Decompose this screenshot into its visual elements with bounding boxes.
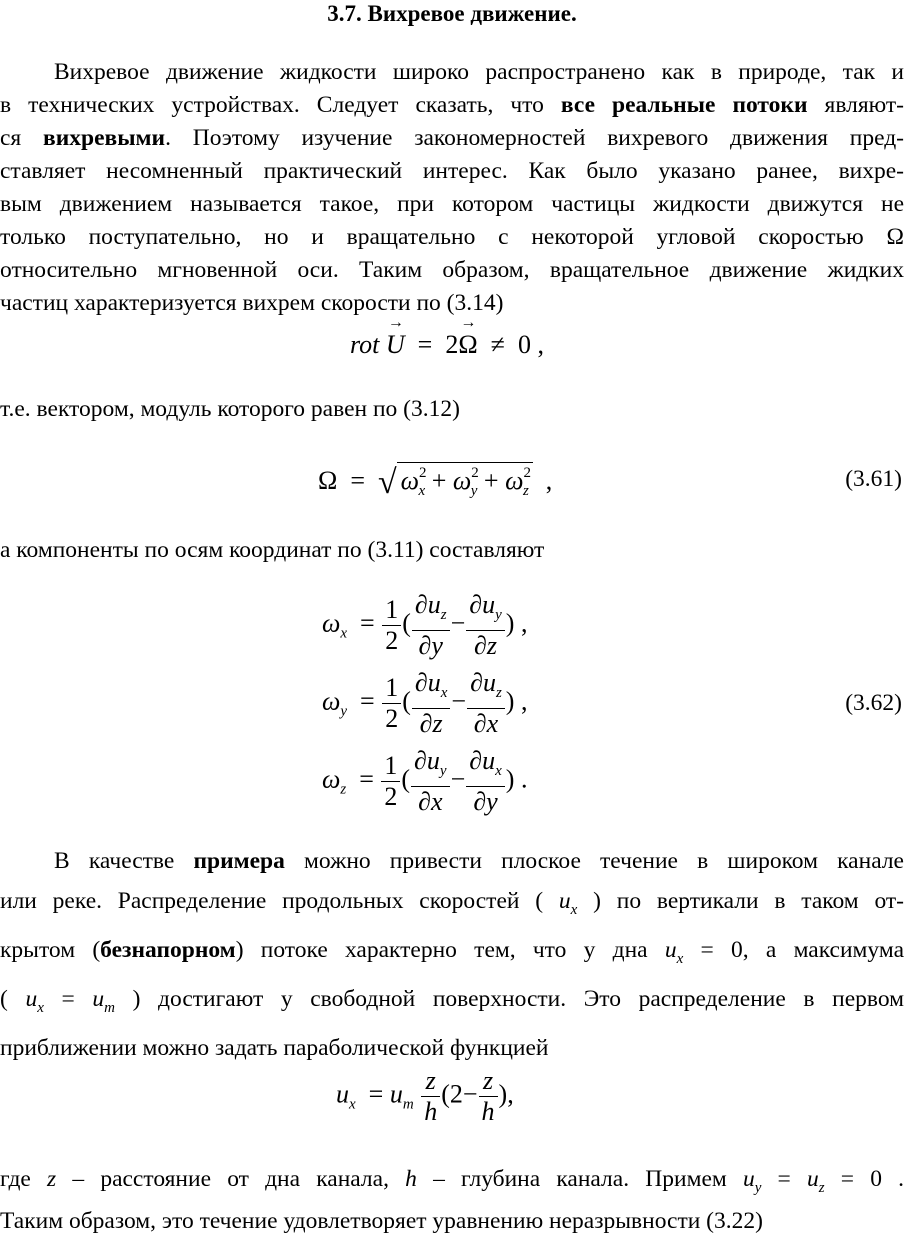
number: 0 [518,330,531,359]
text-run: В качестве [54,848,193,874]
partial-symbol: ∂ [470,668,483,697]
numerator: z [421,1066,440,1097]
not-equal-sign: ≠ [491,330,505,359]
omega-component: ω [322,686,340,715]
subscript: x [419,483,426,499]
rot-operator: rot [350,330,379,359]
equals-sign: = [778,1166,791,1192]
fraction [381,751,400,812]
numerator: 1 [381,751,400,782]
text-run: можно привести плоское течение в широком канале [285,848,904,874]
fraction [412,668,451,739]
subscript: y [340,703,347,719]
minus-sign: − [463,1079,478,1108]
text-line [0,122,904,155]
number: 2 [450,1079,463,1108]
text-line: вым движением называется такое, при котором частицы жидкости движутся не [0,188,904,221]
paren: ) [499,1079,508,1108]
text-run: или реке. Распределение продольных скоростей ( [0,888,543,914]
punctuation: , [537,330,544,359]
variable: u [336,1079,349,1108]
paren: ( [402,686,411,715]
partial-symbol: ∂ [473,787,486,816]
equals-sign: = [360,608,375,637]
subscript: y [471,483,478,499]
variable: u [482,746,495,775]
subscript: x [677,951,684,967]
numerator [412,668,451,709]
denominator [412,631,450,661]
text-line [0,845,904,878]
paragraph-components [0,534,904,567]
fraction [479,1066,498,1127]
variable: u [559,888,571,914]
paren: ) [506,686,515,715]
section-heading: 3.7. Вихревое движение. [0,0,904,28]
punctuation: , [507,1079,514,1108]
text-line: частиц характеризуется вихрем скорости по (3.14) [0,287,904,320]
variable: z [47,1166,56,1192]
minus-sign: − [451,608,466,637]
variable: u [807,1166,819,1192]
bold-term: примера [193,848,284,874]
text-run: крытом ( [0,937,100,963]
variable: u [483,668,496,697]
formula-omega-y [322,668,527,739]
paren: ) [506,764,515,793]
text-run: . Поэтому изучение закономерностей вихревого движения пред- [165,125,904,151]
fraction [466,746,505,817]
denominator: h [479,1097,498,1127]
text-run: ) по вертикали в таком от- [593,888,904,914]
denominator: 2 [381,782,400,812]
subscript: x [349,1096,356,1112]
subscript: m [104,1000,115,1016]
variable: u [428,668,441,697]
text-run: ) достигают у свободной поверхности. Это распределение в первом [133,986,904,1012]
omega-symbol: Ω [318,466,337,495]
number: 2 [445,330,458,359]
variable: h [405,1166,417,1192]
subscript: z [340,781,346,797]
subscript: x [571,902,578,918]
minus-sign: − [451,764,466,793]
text-line: т.е. вектором, модуль которого равен по (3.12) [0,393,904,426]
equals-sign: = [369,1079,384,1108]
paragraph-vector-modulus [0,393,904,426]
exponent: 2 [419,465,427,481]
plus-sign: + [432,466,447,495]
text-line: относительно мгновенной оси. Таким образом, вращательное движение жидких [0,254,904,287]
punctuation: . [521,764,528,793]
subscript: y [755,1180,762,1196]
paragraph-intro [0,56,904,320]
fraction [466,590,505,661]
omega-component: ω [401,466,419,495]
numerator [412,590,450,631]
denominator [467,709,505,739]
bold-term: вихревыми [43,125,165,151]
equation-number: (3.62) [845,690,902,717]
subscript: x [340,625,347,641]
radicand [397,462,533,500]
denominator: h [421,1097,440,1127]
equals-sign: = [350,466,365,495]
formula-omega-x [322,590,527,661]
omega-component: ω [453,466,471,495]
denominator [412,709,451,739]
partial-symbol: ∂ [474,631,487,660]
variable: x [431,787,443,816]
variable: z [487,631,497,660]
subscript: z [496,685,502,701]
subscript: x [441,685,448,701]
fraction [467,668,505,739]
number: 0 [870,1166,882,1192]
text-line [0,1163,904,1205]
paren: ( [441,1079,450,1108]
variable: u [665,937,677,963]
punctuation: , [521,686,528,715]
text-line [0,934,904,976]
numerator [466,746,505,787]
fraction [421,1066,440,1127]
equals-sign: = [62,986,75,1012]
variable: u [427,746,440,775]
equation-number: (3.61) [845,466,902,493]
subscript: x [495,763,502,779]
text-run: в технических устройствах. Следует сказать, что [0,92,561,118]
variable: u [428,590,441,619]
exponent: 2 [523,465,531,481]
partial-symbol: ∂ [419,631,432,660]
text-line: Таким образом, это течение удовлетворяет уравнению неразрывности (3.22) [0,1205,904,1238]
partial-symbol: ∂ [474,709,487,738]
numerator: 1 [382,673,401,704]
paragraph-definitions [0,1163,904,1238]
number: 0 [731,937,743,963]
partial-symbol: ∂ [415,590,428,619]
denominator: 2 [382,626,401,656]
plus-sign: + [484,466,499,495]
text-run: являют- [808,92,904,118]
paren: ( [401,764,410,793]
omega-component: ω [505,466,523,495]
variable: x [487,709,499,738]
denominator [411,787,450,817]
text-line [0,983,904,1025]
text-run: – глубина канала. Примем [417,1166,727,1192]
minus-sign: − [451,686,466,715]
denominator: 2 [382,704,401,734]
formula-velocity-profile [336,1066,514,1127]
text-run: где [0,1166,47,1192]
variable: u [482,590,495,619]
denominator [466,631,505,661]
fraction [382,595,401,656]
partial-symbol: ∂ [469,746,482,775]
text-run: ся [0,125,43,151]
omega-vector: → Ω [458,330,477,360]
numerator [466,590,505,631]
partial-symbol: ∂ [418,787,431,816]
fraction [411,746,450,817]
subscript: x [37,1000,44,1016]
text-run: – расстояние от дна канала, [56,1166,405,1192]
text-line [0,89,904,122]
text-run: только поступательно, но и вращательно с некоторой угловой скоростью [0,224,864,250]
text-line: а компоненты по осям координат по (3.11) составляют [0,534,904,567]
numerator: z [479,1066,498,1097]
equals-sign: = [701,937,714,963]
text-line [0,221,904,254]
subscript: y [440,763,447,779]
text-run: ) потоке характерно тем, что у дна [236,937,648,963]
formula-omega-modulus [318,462,552,502]
partial-symbol: ∂ [414,746,427,775]
variable: y [431,631,443,660]
variable: y [486,787,498,816]
text-line: приближении можно задать параболической функцией [0,1032,904,1065]
equals-sign: = [841,1166,854,1192]
numerator: 1 [382,595,401,626]
text-line: ставляет несомненный практический интерес. Как было указано ранее, вихре- [0,155,904,188]
bold-term: все реальные потоки [561,92,808,118]
punctuation: . [898,1166,904,1192]
velocity-vector: → U [386,330,405,360]
variable: u [92,986,104,1012]
numerator [467,668,505,709]
variable: u [390,1079,403,1108]
omega-component: ω [322,608,340,637]
paren: ) [506,608,515,637]
exponent: 2 [471,465,479,481]
punctuation: , [521,608,528,637]
equals-sign: = [359,764,374,793]
omega-symbol: Ω [887,224,904,250]
punctuation: , [546,466,553,495]
paragraph-example [0,845,904,1065]
formula-rot-velocity [350,330,544,360]
text-run: ( [0,986,8,1012]
text-run: , а максимума [743,937,904,963]
variable: z [433,709,443,738]
partial-symbol: ∂ [420,709,433,738]
denominator [466,787,505,817]
radical-icon: √ [378,464,397,501]
subscript: y [495,607,502,623]
paren: ( [402,608,411,637]
fraction [412,590,450,661]
subscript: z [819,1180,825,1196]
equals-sign: = [418,330,433,359]
formula-omega-z [322,746,527,817]
subscript: z [523,483,529,499]
variable: u [743,1166,755,1192]
subscript: z [441,607,447,623]
bold-term: безнапорном [100,937,236,963]
partial-symbol: ∂ [415,668,428,697]
omega-component: ω [322,764,340,793]
numerator [411,746,450,787]
partial-symbol: ∂ [469,590,482,619]
fraction [382,673,401,734]
variable: u [25,986,37,1012]
text-line: Вихревое движение жидкости широко распространено как в природе, так и [0,56,904,89]
text-line [0,885,904,927]
subscript: m [403,1096,414,1112]
equals-sign: = [360,686,375,715]
